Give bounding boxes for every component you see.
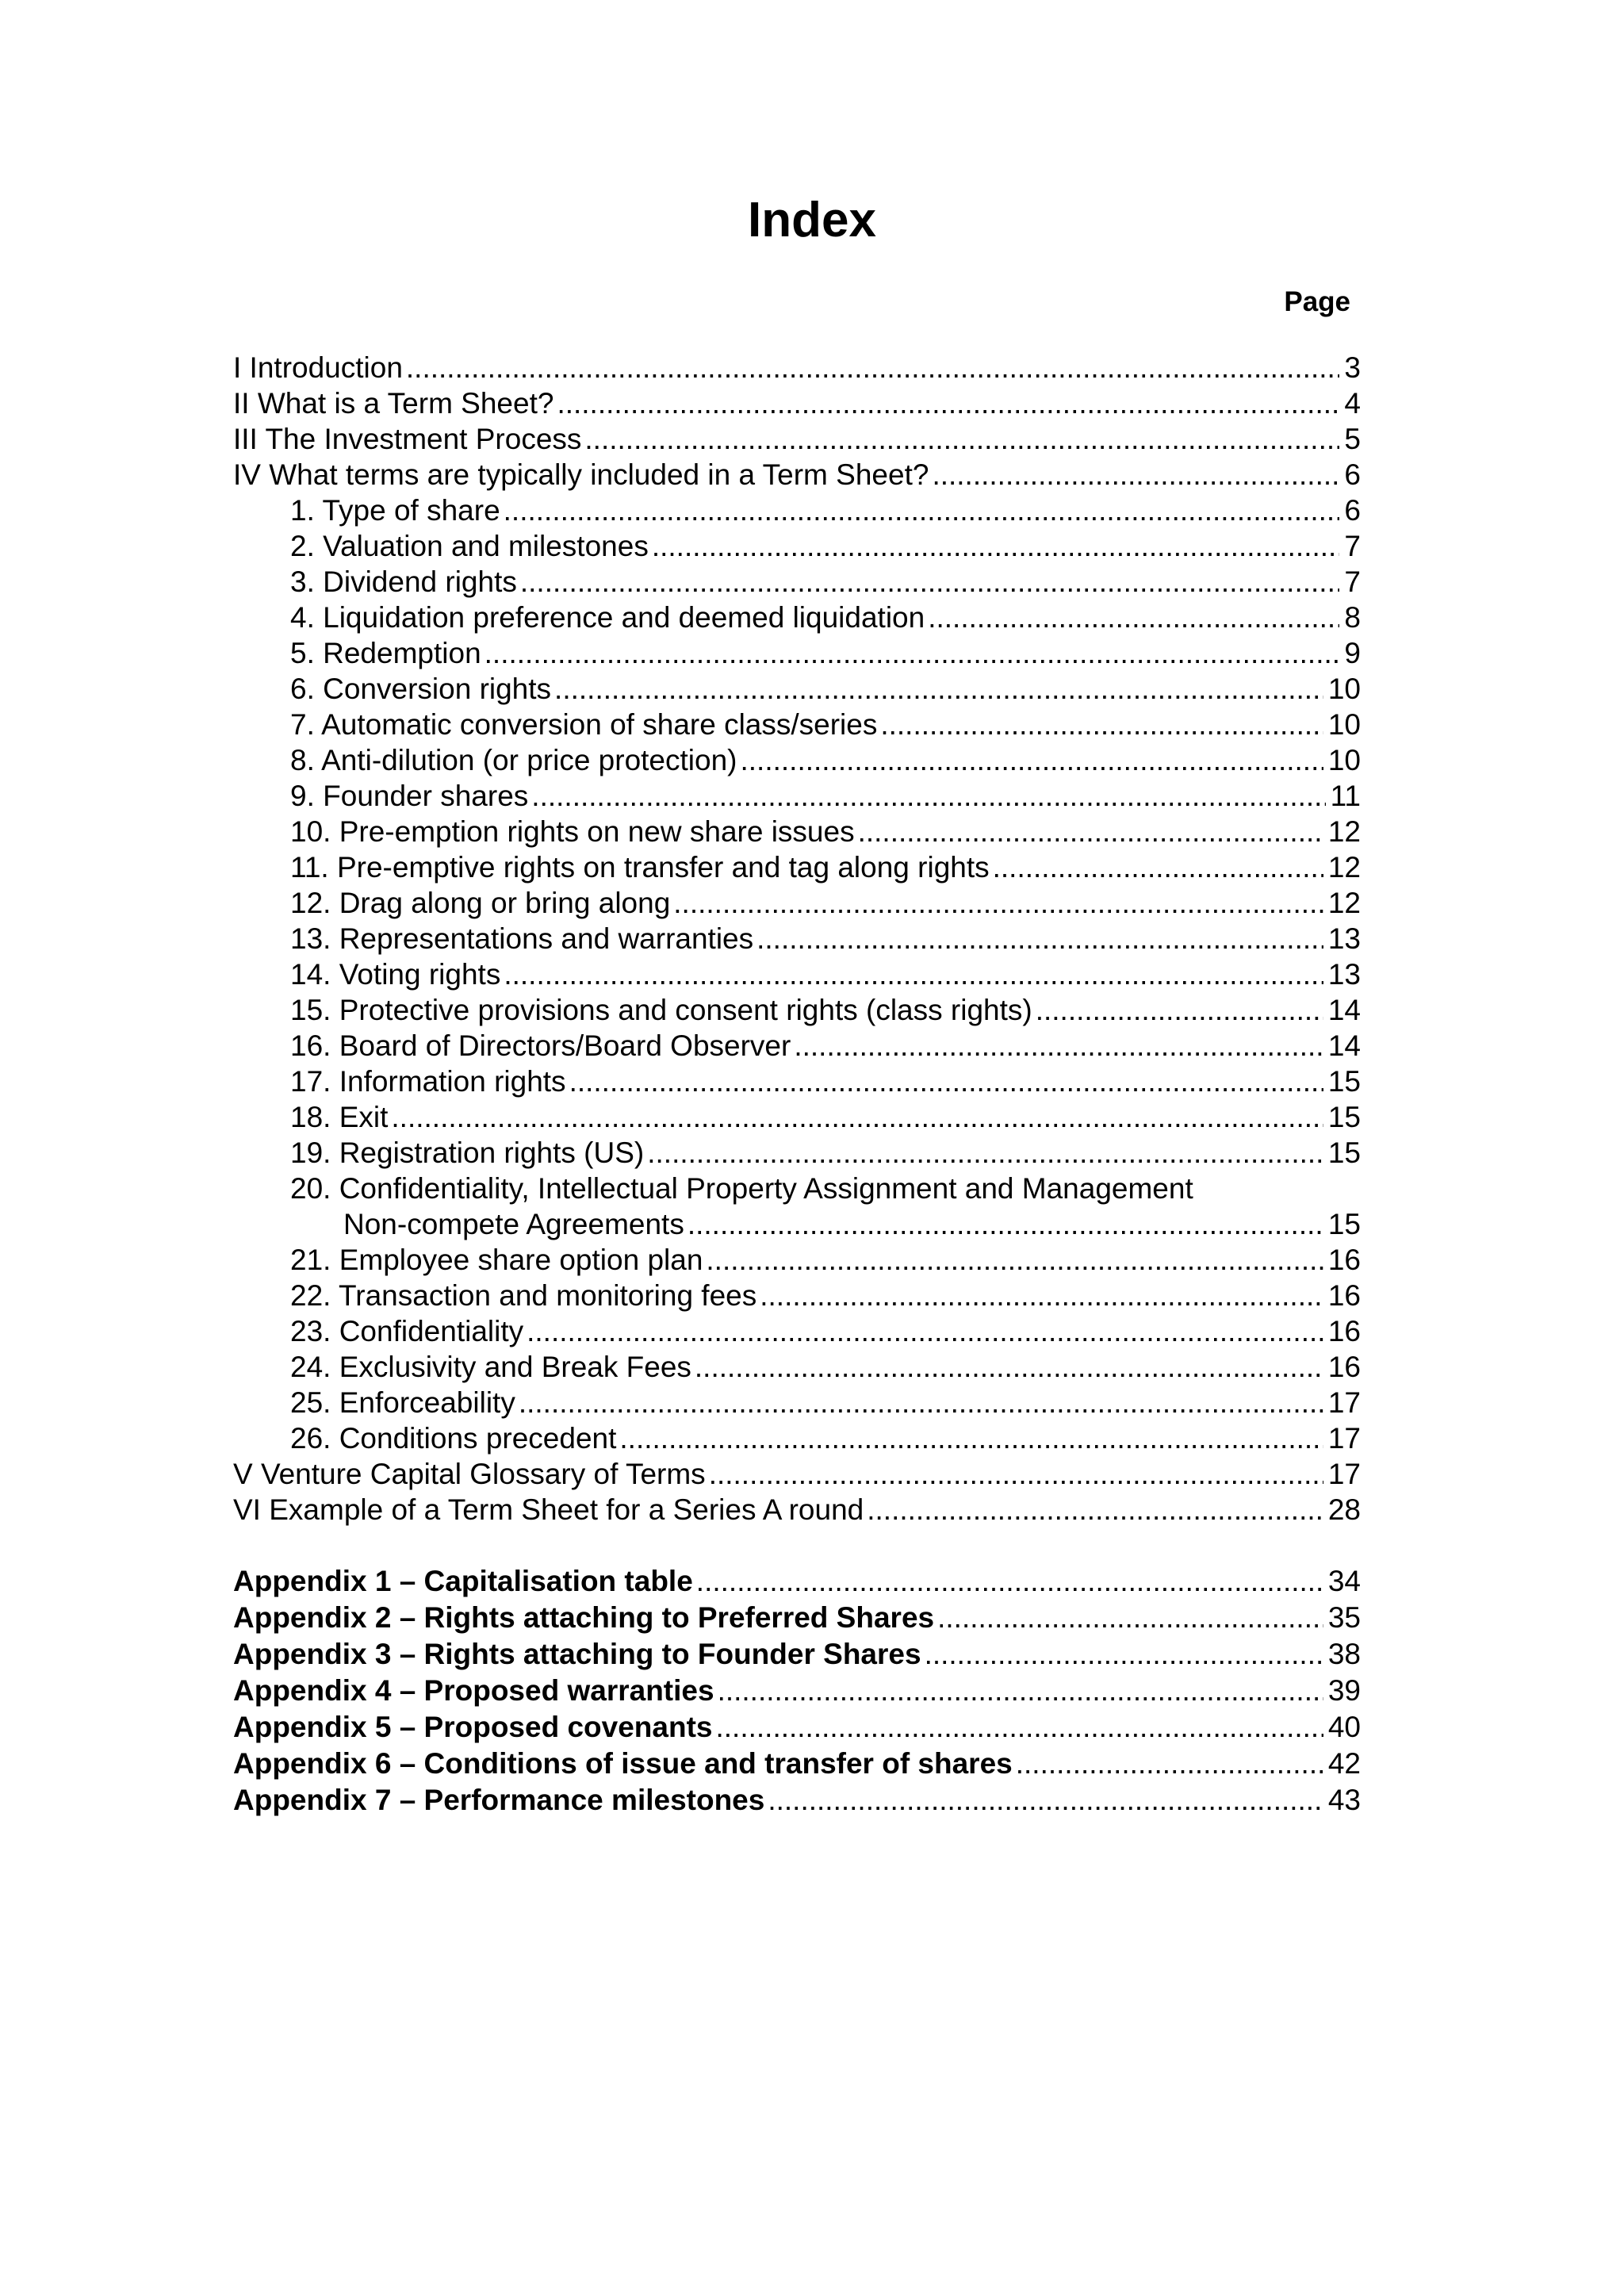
toc-entry-label: II What is a Term Sheet? [233, 387, 554, 420]
toc-entry-label: 4. Liquidation preference and deemed liquidation [290, 601, 925, 634]
toc-entry-what-is-term-sheet[interactable] [233, 385, 1361, 421]
section-spacer [233, 1527, 1361, 1563]
toc-entry-page: 39 [1327, 1674, 1361, 1707]
toc-subentry-19[interactable] [233, 1135, 1361, 1171]
page-column-heading: Page [1284, 286, 1350, 317]
toc-entry-typical-terms[interactable] [233, 457, 1361, 493]
dot-leader [925, 1636, 1323, 1673]
toc-entry-label: IV What terms are typically included in a Term Sheet? [233, 458, 929, 491]
toc-entry-page: 4 [1344, 387, 1361, 420]
toc-entry-page: 28 [1327, 1493, 1361, 1526]
toc-entry-label: VI Example of a Term Sheet for a Series A round [233, 1493, 864, 1526]
toc-entry-label: Non-compete Agreements [343, 1208, 684, 1240]
toc-subentry-20-line1[interactable]: 20. Confidentiality, Intellectual Property Assignment and Management [290, 1172, 1193, 1205]
toc-subentry-25[interactable] [233, 1385, 1361, 1420]
toc-entry-label: Appendix 3 – Rights attaching to Founder Shares [233, 1638, 921, 1670]
toc-subentry-26[interactable] [233, 1420, 1361, 1456]
toc-entry-glossary[interactable] [233, 1456, 1361, 1492]
dot-leader [406, 350, 1340, 385]
toc-entry-page: 13 [1327, 922, 1361, 955]
table-of-contents [233, 350, 1361, 1819]
toc-subentry-3[interactable] [233, 564, 1361, 600]
toc-entry-label: 10. Pre-emption rights on new share issues [290, 815, 855, 848]
dot-leader [709, 1456, 1323, 1492]
toc-entry-page: 12 [1327, 887, 1361, 919]
toc-subentry-16[interactable] [233, 1028, 1361, 1064]
toc-entry-label: 8. Anti-dilution (or price protection) [290, 744, 737, 776]
toc-entry-introduction[interactable] [233, 350, 1361, 385]
toc-entry-page: 7 [1344, 565, 1361, 598]
toc-entry-page: 16 [1327, 1315, 1361, 1347]
dot-leader [619, 1420, 1323, 1456]
dot-leader [937, 1600, 1323, 1636]
toc-entry-label: Appendix 7 – Performance milestones [233, 1784, 765, 1816]
toc-entry-page: 16 [1327, 1351, 1361, 1383]
toc-entry-page: 13 [1327, 958, 1361, 991]
dot-leader [794, 1028, 1323, 1064]
toc-entry-page: 7 [1344, 530, 1361, 562]
toc-entry-page: 11 [1330, 780, 1361, 812]
toc-subentry-13[interactable] [233, 921, 1361, 956]
toc-appendix-7[interactable] [233, 1782, 1361, 1819]
toc-subentry-1[interactable] [233, 493, 1361, 528]
toc-entry-label: III The Investment Process [233, 423, 582, 455]
toc-subentry-21[interactable] [233, 1242, 1361, 1278]
dot-leader [718, 1673, 1323, 1709]
toc-entry-page: 6 [1344, 494, 1361, 527]
dot-leader [715, 1709, 1323, 1746]
toc-entry-page: 17 [1327, 1422, 1361, 1455]
dot-leader [880, 707, 1323, 742]
toc-entry-label: Appendix 1 – Capitalisation table [233, 1565, 693, 1597]
toc-entry-label: Appendix 4 – Proposed warranties [233, 1674, 714, 1707]
toc-entry-page: 43 [1327, 1784, 1361, 1816]
toc-entry-page: 6 [1344, 458, 1361, 491]
toc-entry-page: 34 [1327, 1565, 1361, 1597]
toc-entry-label: Appendix 5 – Proposed covenants [233, 1711, 713, 1743]
toc-entry-page: 15 [1327, 1101, 1361, 1133]
toc-entry-page: 12 [1327, 851, 1361, 884]
toc-entry-label: 19. Registration rights (US) [290, 1137, 645, 1169]
dot-leader [569, 1064, 1323, 1099]
dot-leader [688, 1206, 1323, 1242]
toc-entry-page: 16 [1327, 1244, 1361, 1276]
dot-leader [858, 814, 1323, 849]
toc-subentry-23[interactable] [233, 1313, 1361, 1349]
dot-leader [391, 1099, 1323, 1135]
toc-entry-label: 5. Redemption [290, 637, 481, 669]
dot-leader [741, 742, 1323, 778]
dot-leader [527, 1313, 1323, 1349]
dot-leader [1016, 1746, 1323, 1782]
dot-leader [760, 1278, 1323, 1313]
toc-entry-label: 21. Employee share option plan [290, 1244, 703, 1276]
toc-entry-label: 25. Enforceability [290, 1386, 515, 1419]
toc-entry-label: 7. Automatic conversion of share class/series [290, 708, 878, 741]
toc-subentry-12[interactable] [233, 885, 1361, 921]
toc-appendix-4[interactable] [233, 1673, 1361, 1709]
dot-leader [485, 635, 1340, 671]
toc-entry-page: 3 [1344, 351, 1361, 384]
toc-entry-page: 38 [1327, 1638, 1361, 1670]
toc-entry-label: V Venture Capital Glossary of Terms [233, 1458, 706, 1490]
toc-subentry-20[interactable] [233, 1206, 1361, 1242]
toc-entry-page: 42 [1327, 1747, 1361, 1780]
toc-entry-page: 10 [1327, 744, 1361, 776]
dot-leader [1036, 992, 1323, 1028]
toc-subentry-7[interactable] [233, 707, 1361, 742]
toc-entry-page: 14 [1327, 1029, 1361, 1062]
toc-entry-page: 17 [1327, 1386, 1361, 1419]
toc-entry-label: 12. Drag along or bring along [290, 887, 671, 919]
dot-leader [504, 956, 1323, 992]
toc-entry-label: 9. Founder shares [290, 780, 529, 812]
toc-entry-page: 15 [1327, 1065, 1361, 1098]
toc-appendix-6[interactable] [233, 1746, 1361, 1782]
toc-subentry-6[interactable] [233, 671, 1361, 707]
toc-entry-page: 35 [1327, 1601, 1361, 1634]
toc-subentry-8[interactable] [233, 742, 1361, 778]
toc-entry-page: 17 [1327, 1458, 1361, 1490]
toc-subentry-10[interactable] [233, 814, 1361, 849]
toc-subentry-11[interactable] [233, 849, 1361, 885]
toc-entry-page: 5 [1344, 423, 1361, 455]
toc-subentry-4[interactable] [233, 600, 1361, 635]
toc-entry-page: 8 [1344, 601, 1361, 634]
toc-entry-page: 14 [1327, 994, 1361, 1026]
toc-entry-label: 6. Conversion rights [290, 673, 552, 705]
toc-entry-label: 15. Protective provisions and consent rights (class rights) [290, 994, 1032, 1026]
toc-appendix-3[interactable] [233, 1636, 1361, 1673]
toc-subentry-2[interactable] [233, 528, 1361, 564]
toc-entry-label: 14. Voting rights [290, 958, 501, 991]
toc-entry-label: Appendix 2 – Rights attaching to Preferred Shares [233, 1601, 935, 1634]
dot-leader [993, 849, 1323, 885]
dot-leader [554, 671, 1323, 707]
dot-leader [519, 1385, 1323, 1420]
toc-entry-label: 3. Dividend rights [290, 565, 517, 598]
dot-leader [652, 528, 1340, 564]
toc-entry-label: 22. Transaction and monitoring fees [290, 1279, 757, 1312]
toc-entry-page: 16 [1327, 1279, 1361, 1312]
toc-entry-page: 12 [1327, 815, 1361, 848]
toc-entry-label: 18. Exit [290, 1101, 389, 1133]
dot-leader [932, 457, 1339, 493]
toc-entry-page: 10 [1327, 673, 1361, 705]
toc-entry-page: 15 [1327, 1208, 1361, 1240]
dot-leader [706, 1242, 1323, 1278]
toc-entry-investment-process[interactable] [233, 421, 1361, 457]
dot-leader [647, 1135, 1323, 1171]
dot-leader [504, 493, 1340, 528]
toc-subentry-17[interactable] [233, 1064, 1361, 1099]
toc-entry-label: I Introduction [233, 351, 403, 384]
dot-leader [584, 421, 1339, 457]
appendix-list [233, 1563, 1361, 1819]
toc-subentry-24[interactable] [233, 1349, 1361, 1385]
toc-subentry-18[interactable] [233, 1099, 1361, 1135]
toc-entry-page: 10 [1327, 708, 1361, 741]
toc-entry-label: 1. Type of share [290, 494, 500, 527]
dot-leader [867, 1492, 1323, 1527]
dot-leader [756, 921, 1323, 956]
toc-subentry-5[interactable] [233, 635, 1361, 671]
toc-entry-label: Appendix 6 – Conditions of issue and transfer of shares [233, 1747, 1013, 1780]
dot-leader [695, 1349, 1323, 1385]
toc-entry-label: 24. Exclusivity and Break Fees [290, 1351, 691, 1383]
dot-leader [557, 385, 1339, 421]
dot-leader [520, 564, 1340, 600]
toc-subentry-9[interactable] [233, 778, 1361, 814]
toc-appendix-1[interactable] [233, 1563, 1361, 1600]
toc-entry-label: 13. Representations and warranties [290, 922, 754, 955]
dot-leader [696, 1563, 1323, 1600]
dot-leader [673, 885, 1323, 921]
toc-appendix-2[interactable] [233, 1600, 1361, 1636]
toc-entry-page: 40 [1327, 1711, 1361, 1743]
toc-subentry-15[interactable] [233, 992, 1361, 1028]
toc-entry-page: 15 [1327, 1137, 1361, 1169]
toc-entry-label: 23. Confidentiality [290, 1315, 524, 1347]
dot-leader [768, 1782, 1323, 1819]
toc-entry-label: 26. Conditions precedent [290, 1422, 617, 1455]
toc-subentry-22[interactable] [233, 1278, 1361, 1313]
toc-entry-label: 16. Board of Directors/Board Observer [290, 1029, 791, 1062]
toc-entry-label: 11. Pre-emptive rights on transfer and tag along rights [290, 851, 990, 884]
toc-entry-example-term-sheet[interactable] [233, 1492, 1361, 1527]
toc-entry-label: 17. Information rights [290, 1065, 566, 1098]
toc-entry-label: 2. Valuation and milestones [290, 530, 649, 562]
toc-entry-page: 9 [1344, 637, 1361, 669]
dot-leader [531, 778, 1325, 814]
toc-appendix-5[interactable] [233, 1709, 1361, 1746]
dot-leader [928, 600, 1339, 635]
page-title: Index [748, 193, 876, 247]
toc-subentry-14[interactable] [233, 956, 1361, 992]
